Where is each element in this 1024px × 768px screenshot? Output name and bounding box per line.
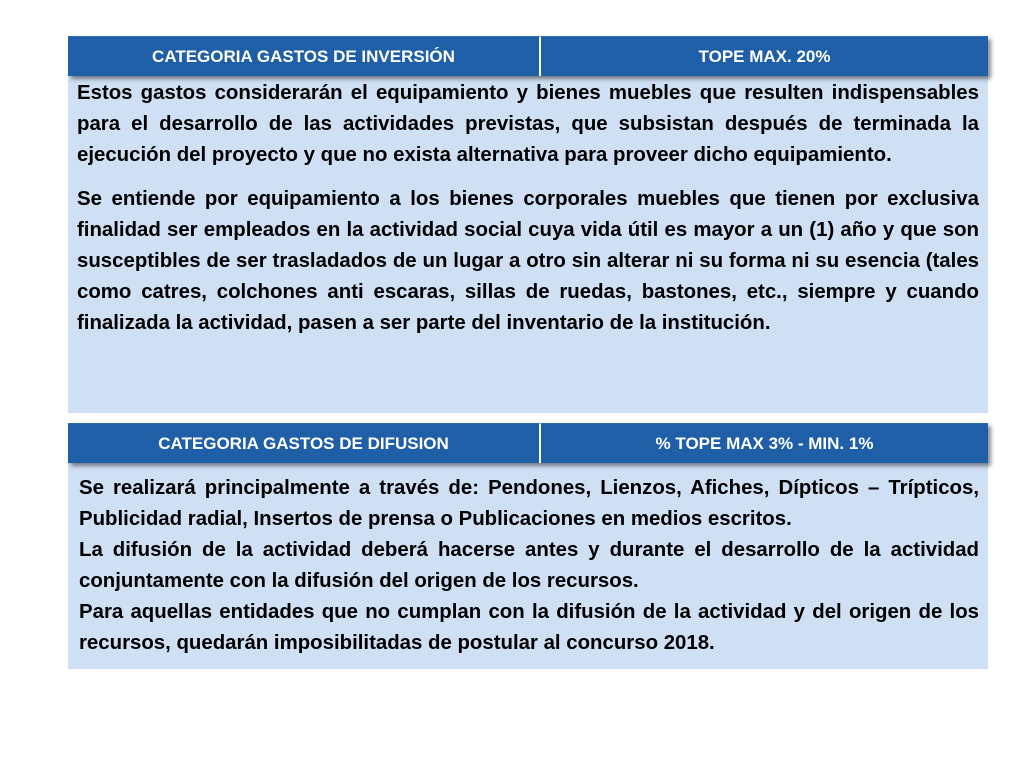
diffusion-description-cell — [68, 463, 988, 669]
diffusion-paragraph-2: La difusión de la actividad deberá hacerse antes y durante el desarrollo de la actividad conjuntamente con la difusión del origen de los recursos. — [79, 539, 979, 592]
diffusion-category-header: CATEGORIA GASTOS DE DIFUSION — [68, 423, 541, 463]
diffusion-header-row — [68, 423, 988, 463]
investment-paragraph-1: Estos gastos considerarán el equipamiento y bienes muebles que resulten indispensables para el desarrollo de las actividades previstas, que subsistan después de terminada la ejecución del proyecto y que no exista alternativa para proveer dicho equipamiento. — [77, 82, 979, 166]
investment-category-header: CATEGORIA GASTOS DE INVERSIÓN — [68, 36, 541, 76]
investment-description-cell — [68, 76, 988, 413]
investment-paragraph-2: Se entiende por equipamiento a los bienes corporales muebles que tienen por exclusiva finalidad ser empleados en la actividad social cuya vida útil es mayor a un (1) año y que son susceptibles de ser trasladados de un lugar a otro sin alterar ni su forma ni su esencia (tales como catres, colchones anti escaras, sillas de ruedas, bastones, etc., siempre y cuando finalizada la actividad, pasen a ser parte del inventario de la institución. — [77, 188, 979, 334]
diffusion-expenses-table — [68, 423, 988, 669]
diffusion-cap-header: % TOPE MAX 3% - MIN. 1% — [541, 423, 988, 463]
diffusion-paragraph-1: Se realizará principalmente a través de: Pendones, Lienzos, Afiches, Dípticos – Trípticos, Publicidad radial, Insertos de prensa o Publicaciones en medios escritos. — [79, 477, 979, 530]
investment-expenses-table — [68, 36, 988, 413]
investment-cap-header: TOPE MAX. 20% — [541, 36, 988, 76]
investment-header-row — [68, 36, 988, 76]
diffusion-paragraph-3: Para aquellas entidades que no cumplan con la difusión de la actividad y del origen de los recursos, quedarán imposibilitadas de postular al concurso 2018. — [79, 601, 979, 654]
